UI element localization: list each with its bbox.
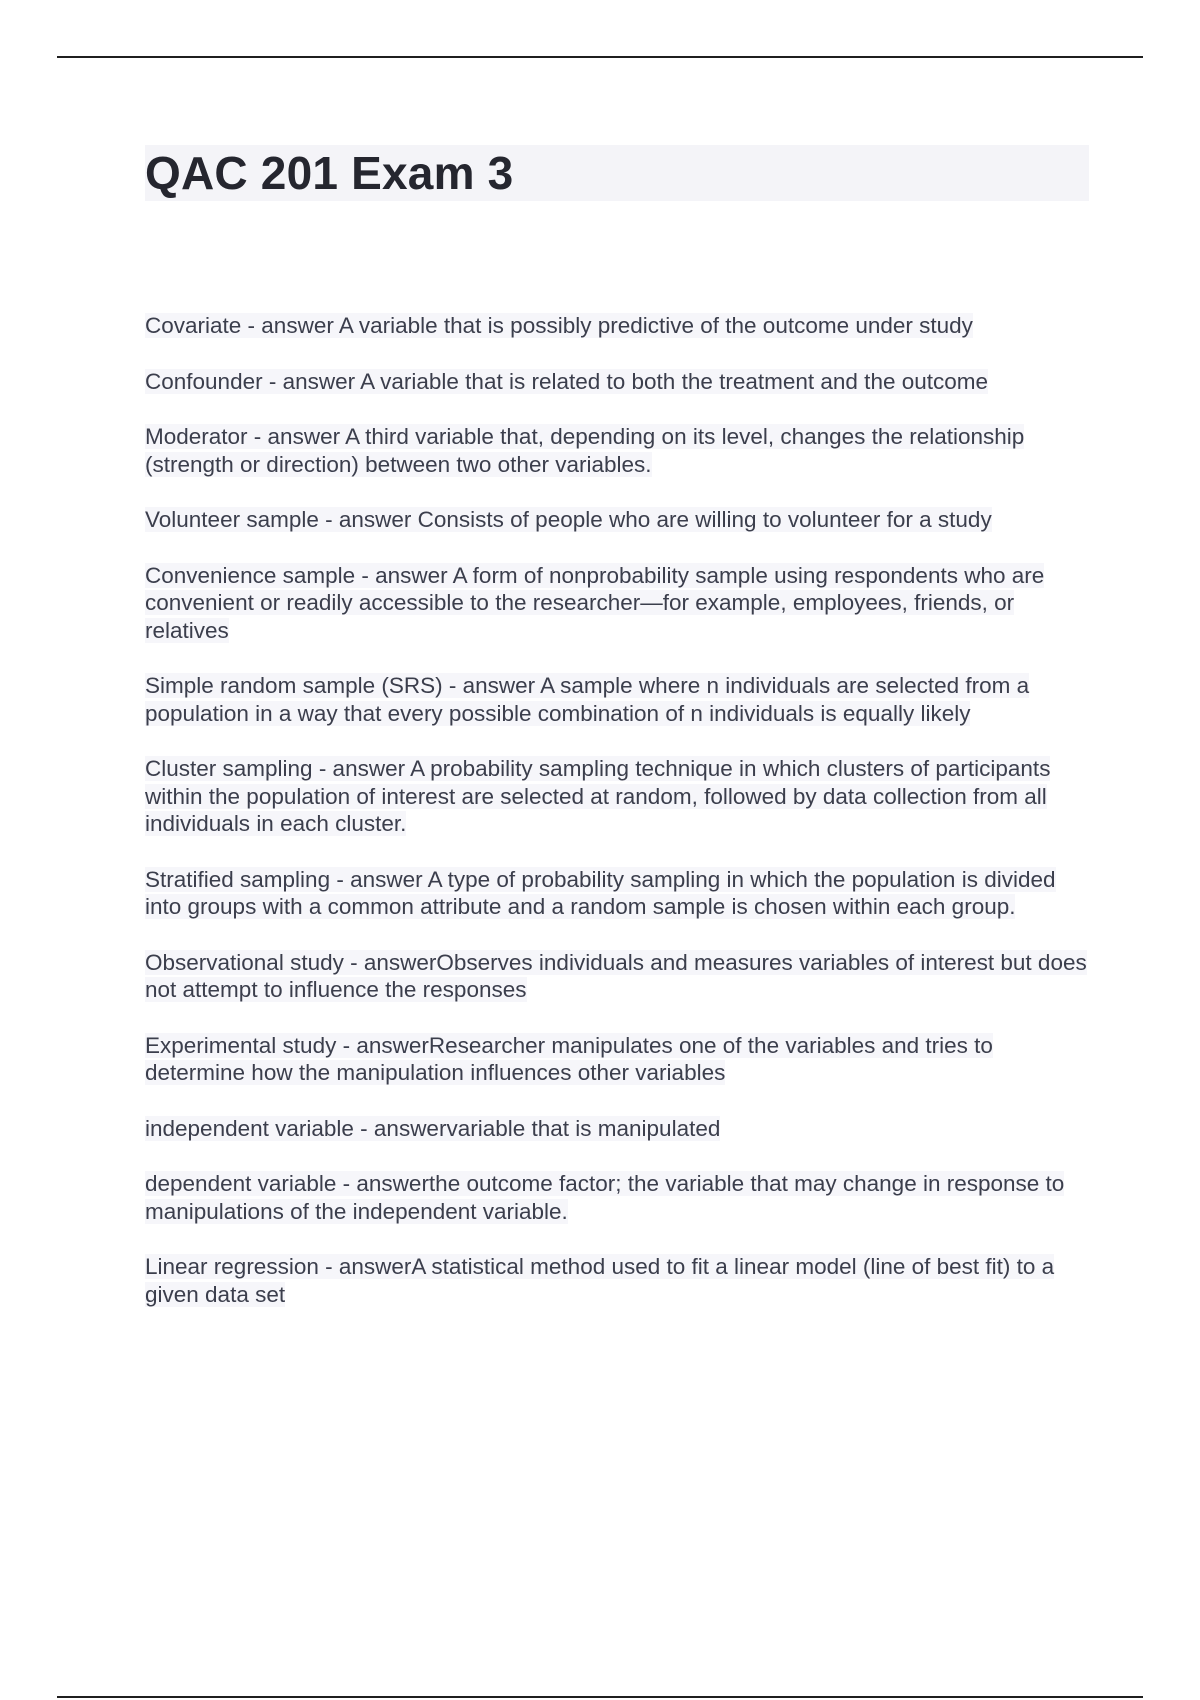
flashcard-item: [145, 562, 1090, 645]
flashcard-item: [145, 1170, 1090, 1225]
flashcard-item: [145, 755, 1090, 838]
flashcard-item: [145, 866, 1090, 921]
flashcard-item: [145, 1115, 1090, 1143]
flashcard-text: Experimental study - answerResearcher manipulates one of the variables and tries to determine how the manipulation influences other variables: [145, 1032, 993, 1085]
flashcard-item: [145, 672, 1090, 727]
page-title: QAC 201 Exam 3: [145, 147, 514, 199]
flashcard-list: [145, 312, 1090, 1336]
flashcard-text: Simple random sample (SRS) - answer A sample where n individuals are selected from a population in a way that every possible combination of n individuals is equally likely: [145, 673, 1030, 726]
flashcard-text: Cluster sampling - answer A probability sampling technique in which clusters of participants within the population of interest are selected at random, followed by data collection from all individuals in each cluster.: [145, 756, 1051, 836]
flashcard-item: [145, 368, 1090, 396]
header-rule: [57, 56, 1143, 58]
flashcard-item: [145, 949, 1090, 1004]
footer-rule: [57, 1696, 1143, 1698]
flashcard-item: [145, 1032, 1090, 1087]
flashcard-text: Volunteer sample - answer Consists of people who are willing to volunteer for a study: [145, 507, 992, 532]
flashcard-text: Confounder - answer A variable that is related to both the treatment and the outcome: [145, 368, 989, 394]
flashcard-text: Covariate - answer A variable that is possibly predictive of the outcome under study: [145, 313, 973, 338]
flashcard-text: Linear regression - answerA statistical method used to fit a linear model (line of best fit) to a given data set: [145, 1254, 1055, 1307]
flashcard-text: Observational study - answerObserves individuals and measures variables of interest but does not attempt to influence the responses: [145, 949, 1087, 1002]
flashcard-text: independent variable - answervariable that is manipulated: [145, 1115, 721, 1141]
flashcard-item: [145, 312, 1090, 340]
flashcard-text: Stratified sampling - answer A type of probability sampling in which the population is divided into groups with a common attribute and a random sample is chosen within each group.: [145, 866, 1056, 919]
flashcard-item: [145, 423, 1090, 478]
flashcard-item: [145, 1253, 1090, 1308]
flashcard-text: Convenience sample - answer A form of nonprobability sample using respondents who are convenient or readily accessible to the researcher—for example, employees, friends, or relatives: [145, 562, 1045, 643]
flashcard-text: dependent variable - answerthe outcome factor; the variable that may change in response to manipulations of the independent variable.: [145, 1171, 1065, 1224]
flashcard-text: Moderator - answer A third variable that, depending on its level, changes the relationship (strength or direction) between two other variables.: [145, 424, 1025, 477]
flashcard-item: [145, 506, 1090, 534]
